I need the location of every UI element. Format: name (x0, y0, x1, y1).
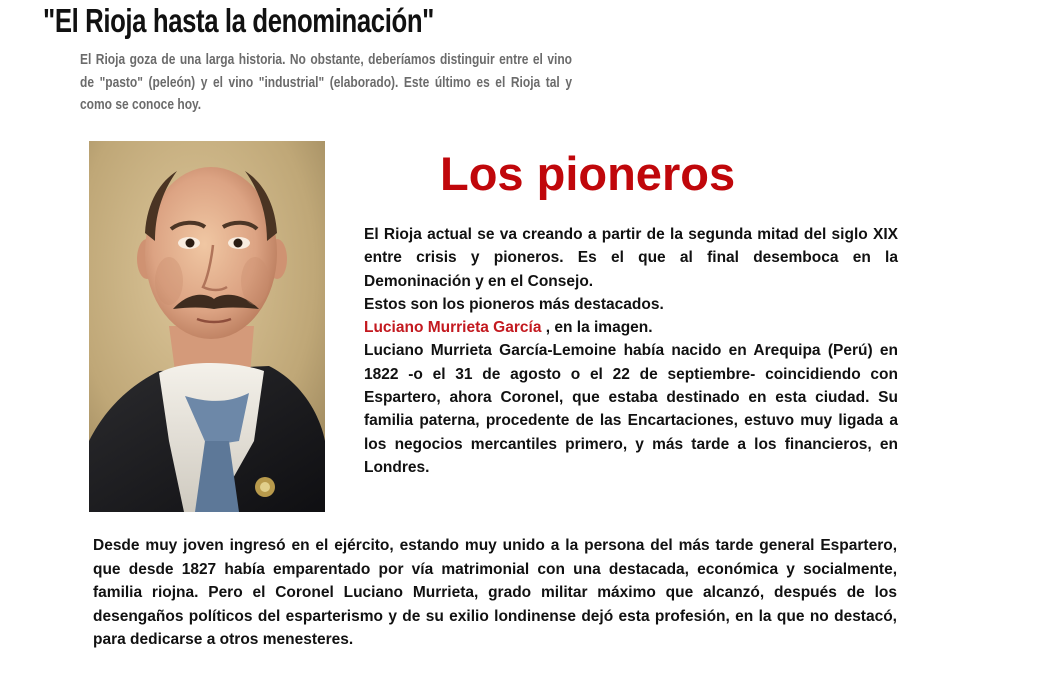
portrait-image (89, 141, 325, 512)
intro-text: El Rioja goza de una larga historia. No obstante, deberíamos distinguir entre el vino de "pasto" (peleón) y el vino "industrial" (elaborado). Este último es el Rioja tal y como se conoce hoy. (80, 51, 572, 113)
page-title: "El Rioja hasta la denominación" (43, 2, 434, 39)
paragraph-biography: Luciano Murrieta García-Lemoine había nacido en Arequipa (Perú) en 1822 -o el 31 de agosto o el 22 de septiembre- coincidiendo con Espartero, ahora Coronel, que estaba destinado en esta ciudad. Su familia paterna, procedente de las Encartaciones, estuvo muy ligada a los negocios mercantiles primero, y más tarde a los financieros, en Londres. (364, 342, 898, 476)
pioneer-suffix: , en la imagen. (541, 319, 653, 337)
paragraph-intro: El Rioja actual se va creando a partir de la segunda mitad del siglo XIX entre crisis y pioneros. Es el que al final desemboca en la Demoninación y en el Consejo. (364, 226, 898, 290)
paragraph-pioneer-line (364, 316, 898, 339)
paragraph-pioneers: Estos son los pioneros más destacados. (364, 295, 664, 313)
paragraph-military-career: Desde muy joven ingresó en el ejército, estando muy unido a la persona del más tarde general Espartero, que desde 1827 había emparentado por vía matrimonial con una destacada, económica y socialmente, familia riojna. Pero el Coronel Luciano Murrieta, grado militar máximo que alcanzó, después de los desengaños políticos del esparterismo y de su exilio londinense dejó esta profesión, en la que no destacó, para dedicarse a otros menesteres. (93, 537, 897, 648)
pioneer-name-link[interactable]: Luciano Murrieta García (364, 319, 542, 337)
section-title: Los pioneros (440, 147, 736, 200)
article-body (364, 223, 898, 479)
